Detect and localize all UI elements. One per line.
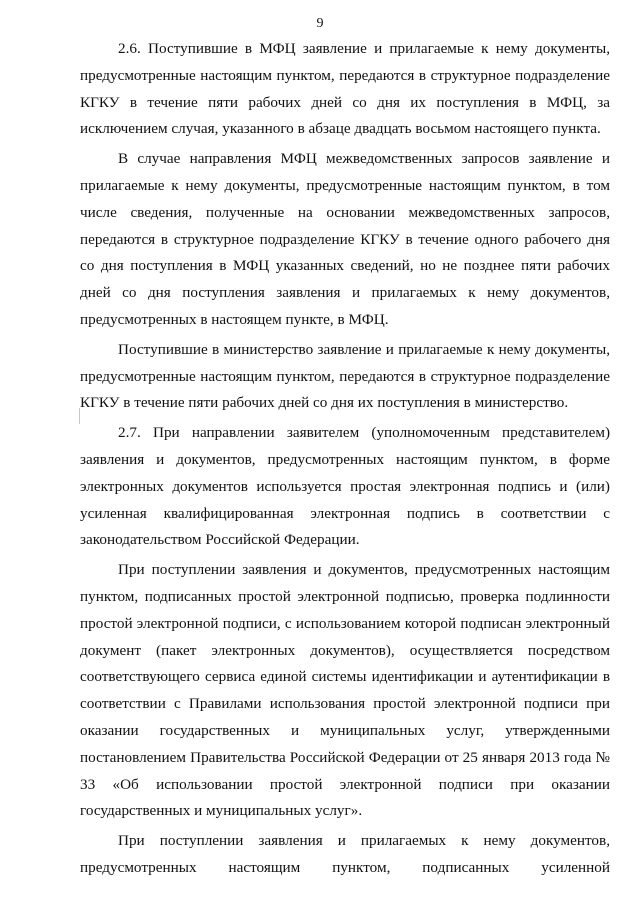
page-number: 9 bbox=[316, 16, 324, 31]
paragraph-2-7: 2.7. При направлении заявителем (уполномоченным представителем) заявления и документов, предусмотренных настоящим пунктом, в форме электронных документов используется простая электронная подпись и (или) усиленная квалифицированная электронная подпись в соответствии с законодательством Российской Федерации. bbox=[80, 424, 610, 549]
paragraph-2-6: 2.6. Поступившие в МФЦ заявление и прилагаемые к нему документы, предусмотренные настоящим пунктом, передаются в структурное подразделение КГКУ в течение пяти рабочих дней со дня их поступления в МФЦ, за исключением случая, указанного в абзаце двадцать восьмом настоящего пункта. bbox=[80, 40, 610, 138]
document-body bbox=[80, 36, 610, 882]
paragraph-ministry: Поступившие в министерство заявление и прилагаемые к нему документы, предусмотренные настоящим пунктом, передаются в структурное подразделение КГКУ в течение пяти рабочих дней со дня их поступления в министерство. bbox=[80, 340, 610, 412]
paragraph-simple-signature: При поступлении заявления и документов, предусмотренных настоящим пунктом, подписанных простой электронной подписью, проверка подлинности простой электронной подписи, с использованием которой подписан электронный документ (пакет электронных документов), осуществляется посредством соответствующего сервиса единой системы идентификации и аутентификации в соответствии с Правилами использования простой электронной подписи при оказании государственных и муниципальных услуг, утвержденными постановлением Правительства Российской Федерации от 25 января 2013 года № 33 «Об использовании простой электронной подписи при оказании государственных и муниципальных услуг». bbox=[80, 561, 610, 820]
paragraph-qualified-signature: При поступлении заявления и прилагаемых к нему документов, предусмотренных настоящим пунктом, подписанных усиленной bbox=[80, 832, 610, 876]
paragraph-mfc-requests: В случае направления МФЦ межведомственных запросов заявление и прилагаемые к нему документы, предусмотренные настоящим пунктом, в том числе сведения, полученные на основании межведомственных запросов, передаются в структурное подразделение КГКУ в течение одного рабочего дня со дня поступления в МФЦ указанных сведений, но не позднее пяти рабочих дней со дня поступления заявления и прилагаемых к нему документов, предусмотренных в настоящем пункте, в МФЦ. bbox=[80, 150, 610, 328]
